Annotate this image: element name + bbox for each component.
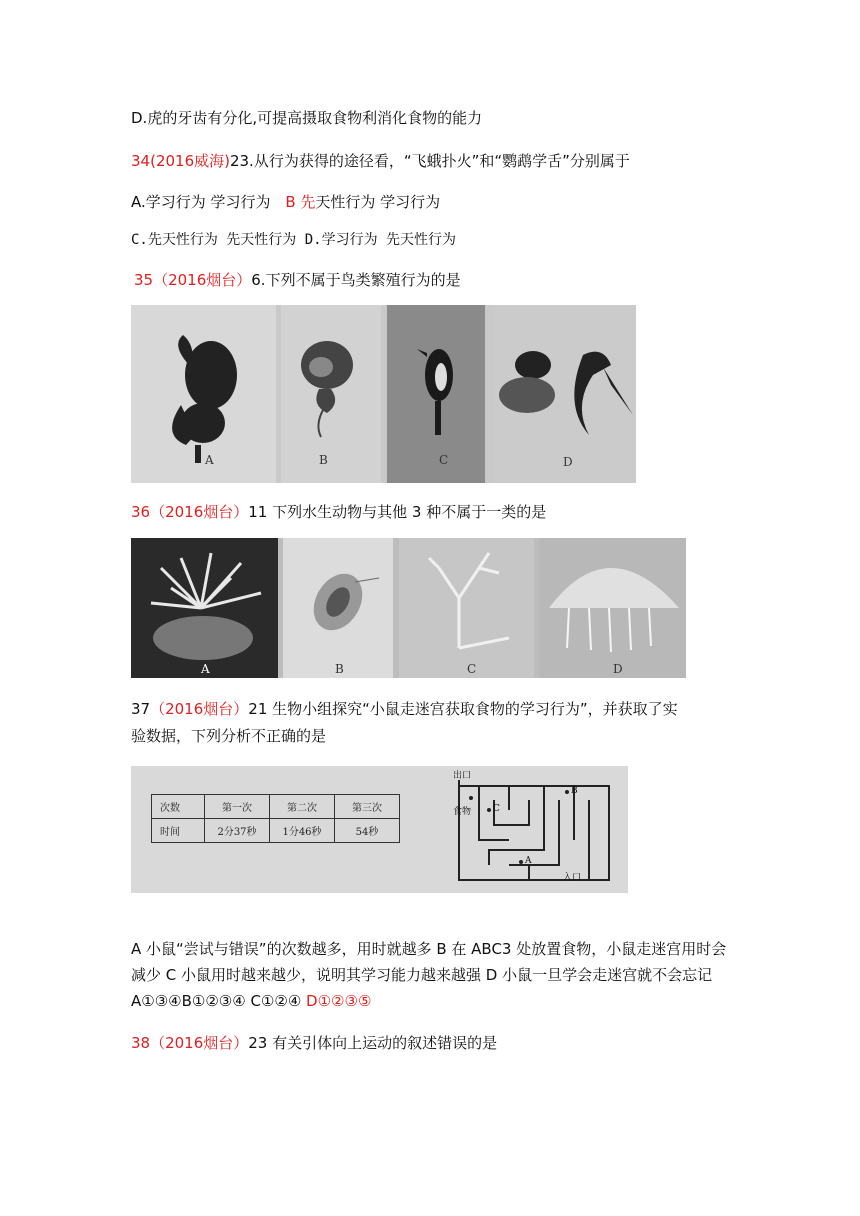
question-34-number: 34(2016威海) [131,152,230,170]
question-38 [131,1032,497,1054]
question-34 [131,150,630,172]
header-second: 第二次 [270,795,335,819]
question-37-options [131,936,731,1014]
question-37-stem: 21 生物小组探究“小鼠走迷宫获取食物的学习行为”，并获取了实 [248,700,678,718]
question-38-stem: 23 有关引体向上运动的叙述错误的是 [248,1034,498,1052]
photo-b-nest [281,305,381,483]
maze-food-label: 食物 [453,807,472,817]
label-a: A [201,662,210,676]
time-first: 2分37秒 [205,819,270,843]
label-c: C [439,453,449,467]
label-b: B [319,453,328,467]
header-first: 第一次 [205,795,270,819]
question-34-options-cd: C.先天性行为 先天性行为 D.学习行为 先天性行为 [131,232,456,248]
figure-35-bird-photos [131,305,636,483]
label-a: A [205,453,214,467]
question-35-stem: 6.下列不属于鸟类繁殖行为的是 [251,271,461,289]
time-second: 1分46秒 [270,819,335,843]
question-35-number: 35（2016烟台） [134,271,252,289]
maze-diagram [449,770,619,890]
photo-d-feeding [493,305,636,483]
option-b: 天性行为 学习行为 [315,193,441,211]
photo-b-hydra [283,538,393,678]
question-37 [131,698,678,720]
header-third: 第三次 [335,795,400,819]
question-36-number: 36（2016烟台） [131,503,249,521]
maze-point-b: B [571,786,578,796]
answer-b-marker: B 先 [285,193,316,211]
photo-d-jellyfish [539,538,686,678]
label-b: B [335,662,344,676]
time-third: 54秒 [335,819,400,843]
question-37-number: 37 [131,700,151,718]
experiment-table [151,794,400,843]
question-38-number: 38（2016烟台） [131,1034,249,1052]
label-d: D [613,662,623,676]
question-36-stem: 11 下列水生动物与其他 3 种不属于一类的是 [248,503,547,521]
maze-point-c: C [493,804,500,814]
question-36 [131,501,546,523]
photo-a-courtship [131,305,276,483]
header-count: 次数 [152,795,205,819]
question-34-options-ab [131,191,440,213]
maze-exit-label: 出口 [453,771,472,781]
label-c: C [467,662,477,676]
row-label-time: 时间 [152,819,205,843]
question-37-options-text: A 小鼠“尝试与错误”的次数越多，用时就越多 B 在 ABC3 处放置食物，小鼠走迷宫用时会减少 C 小鼠用时越来越少，说明其学习能力越来越强 D 小鼠一旦学会走迷宫就不会忘记 A①③④B①②③④ C①②④ [131,940,727,1010]
label-d: D [563,455,573,469]
question-35 [134,269,461,291]
photo-c-woodpecker [387,305,485,483]
figure-37-maze-experiment [131,766,628,893]
photo-a-sea-anemone [131,538,278,678]
question-37-stem-cont: 验数据，下列分析不正确的是 [131,727,327,745]
question-37-answer: D①②③⑤ [306,992,372,1010]
option-a: A.学习行为 学习行为 [131,193,271,211]
question-34-stem: 23.从行为获得的途径看，“飞蛾扑火”和“鹦鹉学舌”分别属于 [229,152,630,170]
option-d-text: D.虎的牙齿有分化,可提高摄取食物利消化食物的能力 [131,109,483,127]
maze-point-a: A [525,856,532,866]
photo-c-coral [399,538,534,678]
question-37-source: （2016烟台） [150,700,249,718]
maze-entrance-label: 入口 [563,873,582,883]
figure-36-aquatic-animals [131,538,686,678]
